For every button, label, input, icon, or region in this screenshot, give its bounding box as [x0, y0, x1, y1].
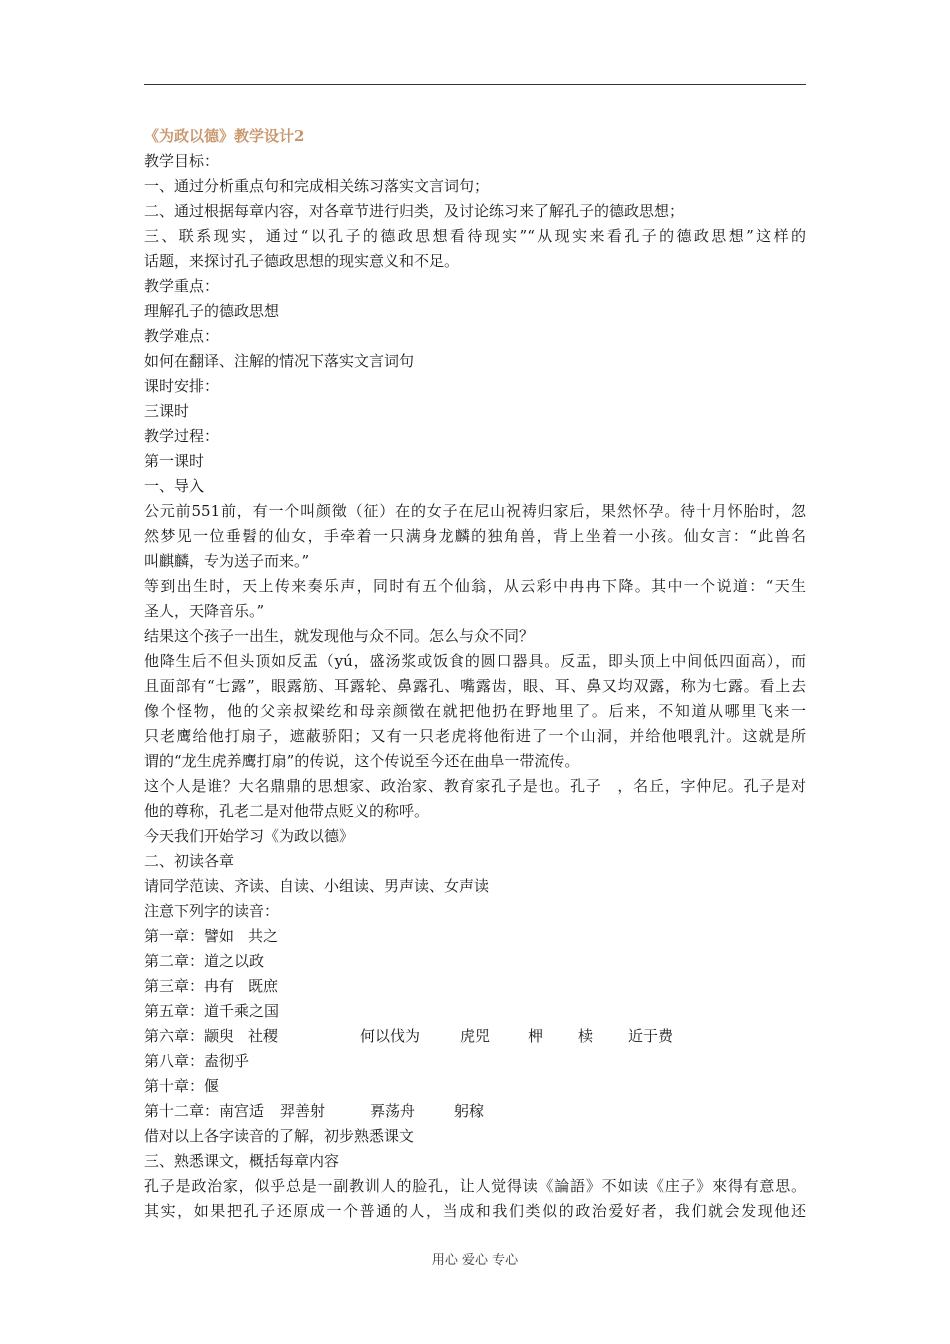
- text-line: 孔子是政治家，似乎总是一副教训人的脸孔，让人觉得读《論語》不如读《庄子》來得有意思。: [144, 1177, 806, 1195]
- text-line: 然梦见一位垂髫的仙女，手牵着一只满身龙麟的独角兽，背上坐着一小孩。仙女言：“此兽名: [144, 527, 806, 545]
- document-title: 《为政以德》教学设计2: [144, 127, 305, 145]
- reading-row: [144, 1099, 806, 1124]
- reading-term: 第十章：偃: [144, 1077, 220, 1095]
- text-line: 只老鹰给他打扇子，遮蔽骄阳；又有一只老虎将他衔进了一个山洞，并给他喂乳汁。这就是所: [144, 727, 806, 745]
- reading-term: 第三章：冉有: [144, 977, 235, 995]
- text-line: 圣人，天降音乐。”: [144, 602, 265, 620]
- text-line: 注意下列字的读音：: [144, 902, 280, 920]
- text-line: 三、联系现实，通过“以孔子的德政思想看待现实”“从现实来看孔子的德政思想”这样的: [144, 227, 806, 245]
- reading-row: [144, 949, 806, 974]
- text-line: 他的尊称，孔老二是对他带点贬义的称呼。: [144, 802, 430, 820]
- page-footer: 用心 爱心 专心: [431, 1253, 519, 1268]
- reading-term: 社稷: [248, 1027, 279, 1045]
- text-line: 一、通过分析重点句和完成相关练习落实文言词句；: [144, 177, 490, 195]
- text-line: 结果这个孩子一出生，就发现他与众不同。怎么与众不同？: [144, 627, 535, 645]
- text-line: 且面部有“七露”，眼露筋、耳露轮、鼻露孔、嘴露齿，眼、耳、鼻又均双露，称为七露。看上去: [144, 677, 806, 695]
- paragraph-block-1: [144, 149, 806, 924]
- text-line: 叫麒麟，专为送子而来。”: [144, 552, 310, 570]
- text-line: 谓的“龙生虎养鹰打扇”的传说，这个传说至今还在曲阜一带流传。: [144, 752, 580, 770]
- text-line: 教学难点：: [144, 327, 220, 345]
- text-line: 像个怪物，他的父亲叔梁纥和母亲颜徵在就把他扔在野地里了。后来，不知道从哪里飞来一: [144, 702, 806, 720]
- reading-term: 羿善射: [280, 1102, 326, 1120]
- text-line: 三课时: [144, 402, 190, 420]
- text-line: 一、导入: [144, 477, 205, 495]
- paragraph-block-2: [144, 1124, 806, 1224]
- reading-term: 第一章：譬如: [144, 927, 235, 945]
- reading-term: 第十二章：南宫适: [144, 1102, 265, 1120]
- reading-list: [144, 924, 806, 1124]
- text-line: 理解孔子的德政思想: [144, 302, 280, 320]
- text-line: 公元前551前，有一个叫颜徵（征）在的女子在尼山祝祷归家后，果然怀孕。待十月怀胎时，忽: [144, 502, 806, 520]
- reading-row: [144, 1074, 806, 1099]
- reading-term: 虎兕: [460, 1027, 491, 1045]
- text-line: 教学过程：: [144, 427, 220, 445]
- text-line: 二、通过根据每章内容，对各章节进行归类，及讨论练习来了解孔子的德政思想；: [144, 202, 685, 220]
- text-line: 其实，如果把孔子还原成一个普通的人，当成和我们类似的政治爱好者，我们就会发现他还: [144, 1202, 806, 1220]
- reading-term: 椟: [578, 1027, 594, 1045]
- reading-row: [144, 974, 806, 999]
- text-line: 课时安排：: [144, 377, 220, 395]
- reading-row: [144, 924, 806, 949]
- reading-term: 奡荡舟: [370, 1102, 416, 1120]
- header-rule: [144, 84, 806, 85]
- text-line: 等到出生时，天上传来奏乐声，同时有五个仙翁，从云彩中冉冉下降。其中一个说道：“天生: [144, 577, 806, 595]
- reading-term: 柙: [528, 1027, 544, 1045]
- text-line: 三、熟悉课文，概括每章内容: [144, 1152, 340, 1170]
- text-line: 请同学范读、齐读、自读、小组读、男声读、女声读: [144, 877, 490, 895]
- text-line: 第一课时: [144, 452, 205, 470]
- text-line: 这个人是谁？大名鼎鼎的思想家、政治家、教育家孔子是也。孔子 ，名丘，字仲尼。孔子是对: [144, 777, 806, 795]
- text-line: 今天我们开始学习《为政以德》: [144, 827, 355, 845]
- reading-term: 第二章：道之以政: [144, 952, 265, 970]
- text-line: 如何在翻译、注解的情况下落实文言词句: [144, 352, 415, 370]
- reading-term: 第八章：盍彻乎: [144, 1052, 250, 1070]
- text-line: 二、初读各章: [144, 852, 235, 870]
- text-line: 他降生后不但头顶如反盂（yú，盛汤浆或饭食的圆口器具。反盂，即头顶上中间低四面高），而: [144, 652, 806, 670]
- text-line: 借对以上各字读音的了解，初步熟悉课文: [144, 1127, 415, 1145]
- reading-term: 何以伐为: [360, 1027, 421, 1045]
- text-line: 教学目标：: [144, 152, 220, 170]
- reading-term: 既庶: [248, 977, 279, 995]
- reading-term: 第五章：道千乘之国: [144, 1002, 280, 1020]
- text-line: 教学重点：: [144, 277, 220, 295]
- document-body: [144, 124, 806, 1224]
- reading-row: [144, 1049, 806, 1074]
- reading-row: [144, 1024, 806, 1049]
- reading-term: 共之: [248, 927, 279, 945]
- reading-term: 近于费: [628, 1027, 674, 1045]
- reading-term: 躬稼: [454, 1102, 485, 1120]
- reading-term: 第六章：颛臾: [144, 1027, 235, 1045]
- text-line: 话题，来探讨孔子德政思想的现实意义和不足。: [144, 252, 460, 270]
- reading-row: [144, 999, 806, 1024]
